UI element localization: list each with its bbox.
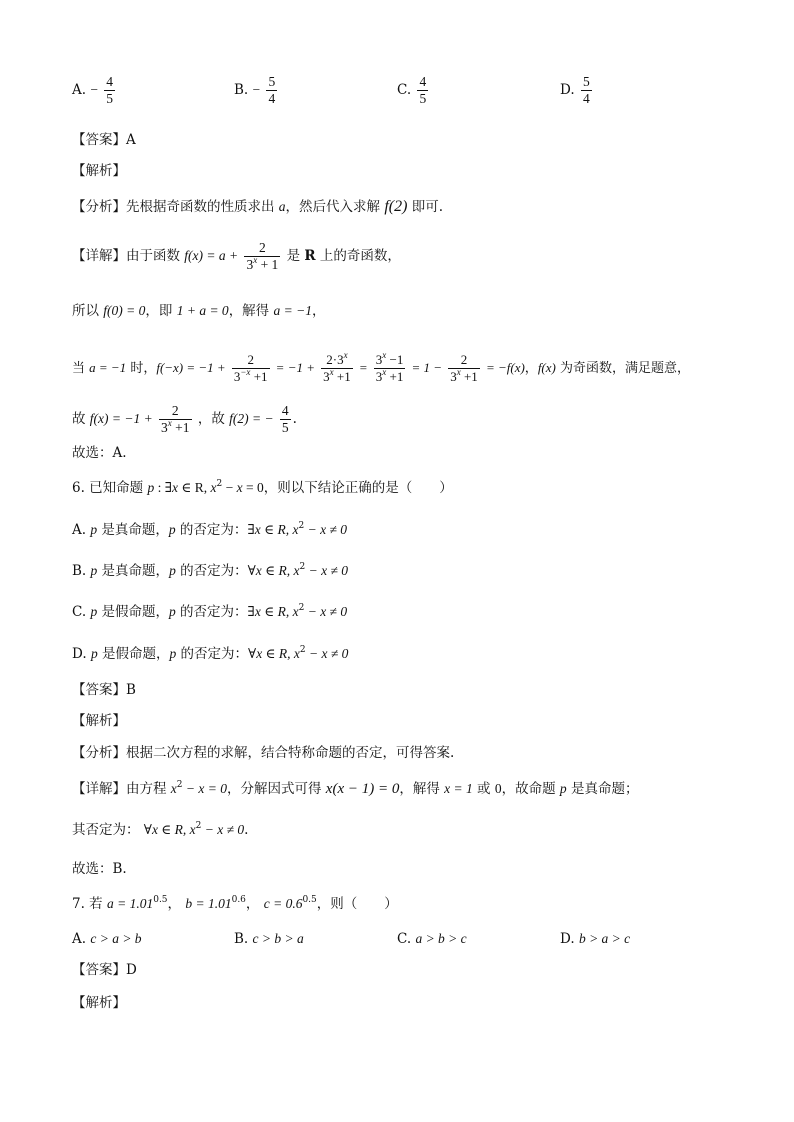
math: a > b > c — [415, 931, 467, 946]
text: 根据二次方程的求解，结合特称命题的否定，可得答案. — [126, 745, 455, 761]
math: a = 1.01 — [106, 896, 154, 911]
text: + 1 — [257, 257, 279, 272]
text: 故 — [72, 411, 90, 427]
q5-xiangjie-line-4 — [72, 403, 297, 436]
math: x — [236, 480, 243, 495]
exponent: x — [167, 418, 172, 428]
sign: − — [90, 82, 98, 97]
q7-option-b — [234, 931, 304, 947]
q6-option-c — [72, 602, 347, 622]
text: ， — [311, 303, 326, 319]
math: p — [168, 522, 176, 537]
numerator: 5 — [582, 74, 590, 89]
text: ，则（ ） — [316, 896, 398, 912]
text: ， — [524, 361, 538, 376]
q6-option-d — [72, 644, 348, 664]
exponent: x — [456, 367, 461, 377]
answer-tag: 【答案】 — [72, 682, 126, 698]
answer-tag: 【答案】 — [72, 962, 126, 978]
exponent: −x — [240, 367, 251, 377]
q6-choose — [72, 859, 127, 879]
math: = — [358, 360, 368, 375]
q5-option-c — [397, 74, 430, 107]
analysis-tag: 【解析】 — [72, 995, 126, 1011]
text: 3 — [246, 257, 254, 272]
text: 2·3 — [326, 352, 344, 367]
math: b > a > c — [578, 931, 631, 946]
numerator: 2 — [159, 403, 192, 420]
xiangjie-tag: 【详解】 — [72, 248, 126, 264]
fraction — [104, 74, 115, 107]
denominator: $3^{-x} +1$ — [233, 367, 268, 384]
math: x = 1 — [444, 781, 473, 796]
q7-answer — [72, 960, 137, 980]
denominator: $3^x +1$ — [450, 367, 478, 384]
numerator: 4 — [106, 74, 114, 89]
text: 由于函数 — [126, 248, 185, 264]
exponent: x — [253, 255, 258, 265]
q5-option-b — [234, 74, 279, 107]
exponent: 0.5 — [302, 895, 317, 905]
q5-fenxi — [72, 197, 443, 217]
math: c > b > a — [252, 931, 304, 946]
text: 是真命题， — [97, 563, 170, 579]
q5-analysis-tag — [72, 161, 126, 181]
q6-xiangjie — [72, 779, 638, 799]
math: f(x) = a + — [184, 248, 239, 263]
q5-option-a — [72, 74, 117, 107]
text: 3 — [375, 352, 383, 367]
math: − x ≠ 0 — [304, 604, 348, 619]
text: . — [244, 822, 249, 838]
text: 3 — [161, 420, 168, 435]
q6-stem — [72, 478, 453, 498]
math: f(2) = − — [229, 411, 274, 426]
option-label: B. — [234, 931, 249, 947]
text: ，解得 — [399, 781, 445, 797]
text: 是真命题， — [97, 522, 169, 538]
text: −1 — [386, 352, 404, 367]
math: p — [168, 604, 176, 619]
denominator: 4 — [582, 91, 590, 106]
text: 由方程 — [126, 781, 171, 797]
math: a = −1 — [89, 360, 127, 375]
math: = 0 — [242, 480, 264, 495]
q5-option-d — [560, 74, 594, 107]
fraction — [266, 74, 277, 107]
option-label: C. — [72, 604, 87, 620]
exponent: x — [343, 350, 348, 360]
math: = 1 − — [411, 360, 443, 375]
fraction — [374, 352, 406, 385]
q5-xiangjie-line-1 — [72, 240, 401, 273]
text: 即可. — [407, 199, 444, 215]
math: x(x − 1) = 0 — [325, 781, 400, 797]
math: b = 1.01 — [185, 896, 232, 911]
numerator: 2 — [232, 352, 270, 369]
math: x — [170, 781, 177, 796]
analysis-tag: 【解析】 — [72, 713, 126, 729]
fraction — [244, 240, 280, 273]
math: ∀ — [247, 563, 256, 578]
exponent: 2 — [299, 562, 306, 572]
math: p — [169, 563, 176, 578]
math: p — [90, 604, 98, 619]
text: ，分解因式可得 — [227, 781, 326, 797]
math: ∃ — [247, 522, 255, 537]
numerator — [374, 352, 406, 369]
math: ∀ — [248, 646, 257, 661]
text: 是 — [286, 248, 305, 264]
text: 其否定为： — [72, 822, 144, 838]
text: 故选：A. — [72, 445, 127, 461]
exponent: x — [382, 350, 387, 360]
denominator: $3^x +1$ — [161, 418, 190, 435]
xiangjie-tag: 【详解】 — [72, 781, 126, 797]
math: ∀x ∈ R, x — [143, 822, 196, 837]
math: x — [172, 480, 179, 495]
q5-xiangjie-line-2 — [72, 301, 325, 321]
math: 1 + a = 0 — [176, 303, 229, 318]
text: 所以 — [72, 303, 104, 319]
math: a — [278, 199, 286, 214]
math: f(2) — [384, 198, 408, 215]
exponent: 0.6 — [231, 895, 246, 905]
option-label: A. — [72, 931, 87, 947]
text: 是假命题， — [97, 604, 169, 620]
denominator — [244, 257, 280, 273]
denominator: 5 — [106, 91, 114, 106]
answer-value: D — [126, 962, 137, 978]
answer-tag: 【答案】 — [72, 132, 126, 148]
math: f(0) = 0 — [103, 303, 146, 318]
fraction — [159, 403, 192, 436]
text: 先根据奇函数的性质求出 — [126, 199, 279, 215]
math: x ∈ R, x — [256, 646, 300, 661]
fraction — [321, 352, 353, 385]
q6-fenxi — [72, 743, 454, 763]
text: ，则以下结论正确的是（ ） — [263, 480, 453, 496]
numerator — [321, 352, 353, 369]
denominator: 5 — [281, 420, 289, 435]
numerator: 4 — [419, 74, 427, 89]
sign: − — [252, 82, 261, 97]
option-label: D. — [72, 646, 87, 662]
text: 是假命题， — [97, 646, 170, 662]
numerator: 5 — [268, 74, 276, 89]
fraction — [280, 403, 291, 436]
answer-value: A — [126, 132, 136, 148]
analysis-tag: 【解析】 — [72, 163, 126, 179]
numerator: 2 — [244, 240, 280, 257]
text: 3 — [450, 369, 457, 384]
numerator: 2 — [448, 352, 480, 369]
text: . — [292, 411, 297, 427]
fenxi-tag: 【分析】 — [72, 199, 126, 215]
math: x — [210, 480, 217, 495]
text: 当 — [72, 361, 90, 376]
math: x ∈ R, x — [255, 563, 300, 578]
math: f(x) — [537, 360, 556, 375]
option-label: B. — [234, 82, 249, 98]
math: = −f(x) — [485, 360, 525, 375]
fenxi-tag: 【分析】 — [72, 745, 126, 761]
text: 或 — [472, 781, 495, 797]
q5-answer — [72, 130, 136, 150]
text: ，故 — [197, 411, 230, 427]
text: ，故命题 — [501, 781, 560, 797]
text: 的否定为： — [175, 604, 248, 620]
math: p — [147, 480, 155, 495]
q5-choose — [72, 443, 127, 463]
math: − x ≠ 0 — [201, 822, 245, 837]
math: ∈ R, — [178, 480, 211, 495]
option-label: D. — [560, 82, 575, 98]
text: 的否定为： — [175, 522, 248, 538]
math: c = 0.6 — [263, 896, 303, 911]
denominator: 5 — [419, 91, 427, 106]
answer-value: B — [126, 682, 136, 698]
option-label: C. — [397, 82, 412, 98]
math: : ∃ — [154, 480, 173, 495]
option-label: A. — [72, 522, 87, 538]
option-label: A. — [72, 82, 87, 98]
text: 3 — [375, 369, 383, 384]
text: 时， — [126, 361, 157, 376]
fraction — [448, 352, 480, 385]
text: 的否定为： — [176, 646, 249, 662]
math: p — [90, 563, 98, 578]
text: 3 — [233, 369, 241, 384]
denominator: $3^x +1$ — [375, 367, 404, 384]
math: 0 — [494, 781, 502, 796]
text: 故选：B. — [72, 861, 127, 877]
exponent: 2 — [298, 521, 305, 531]
math: − x ≠ 0 — [305, 563, 348, 578]
exponent: 2 — [216, 479, 223, 489]
text: ，即 — [145, 303, 177, 319]
q7-analysis-tag — [72, 993, 126, 1013]
exponent: x — [329, 367, 334, 377]
math: − — [222, 480, 237, 495]
exponent: x — [382, 367, 387, 377]
denominator: $3^x +1$ — [323, 367, 351, 384]
option-label: B. — [72, 563, 87, 579]
numerator: 4 — [281, 403, 289, 418]
exponent: 2 — [176, 780, 183, 790]
text: 的否定为： — [175, 563, 248, 579]
math: a = −1 — [273, 303, 312, 318]
text: 6. 已知命题 — [72, 480, 148, 496]
math: x ∈ R, x — [254, 604, 299, 619]
math: p — [90, 646, 98, 661]
math: x ∈ R, x — [254, 522, 299, 537]
denominator: 4 — [268, 91, 276, 106]
math: − x = 0 — [182, 781, 227, 796]
exponent: 2 — [299, 645, 306, 655]
text: ，然后代入求解 — [285, 199, 385, 215]
math: f(−x) = −1 + — [156, 360, 226, 375]
math: p — [169, 646, 177, 661]
math: ∃ — [247, 604, 255, 619]
q7-option-a — [72, 931, 142, 947]
option-label: D. — [560, 931, 575, 947]
math: − x ≠ 0 — [305, 646, 349, 661]
math: − x ≠ 0 — [304, 522, 347, 537]
text: 3 — [323, 369, 330, 384]
exponent: 0.5 — [153, 895, 168, 905]
text: 是真命题； — [566, 781, 639, 797]
exponent: 2 — [298, 603, 305, 613]
q7-option-c — [397, 931, 467, 947]
bold-r: R — [304, 248, 316, 264]
math: = −1 + — [275, 360, 315, 375]
q5-xiangjie-line-3 — [72, 352, 690, 385]
text: ， — [167, 896, 186, 912]
math: f(x) = −1 + — [89, 411, 153, 426]
fraction — [417, 74, 428, 107]
text: 为奇函数，满足题意， — [555, 361, 690, 376]
text: ， — [245, 896, 264, 912]
q6-analysis-tag — [72, 711, 126, 731]
q6-option-a — [72, 520, 347, 540]
option-label: C. — [397, 931, 412, 947]
fraction — [581, 74, 592, 107]
exponent: 2 — [195, 821, 202, 831]
math: p — [90, 522, 98, 537]
q6-negation — [72, 820, 248, 840]
q6-option-b — [72, 561, 348, 581]
text: 上的奇函数， — [315, 248, 401, 264]
math: p — [559, 781, 567, 796]
text: ，解得 — [228, 303, 274, 319]
math: c > a > b — [90, 931, 142, 946]
fraction — [232, 352, 270, 385]
q7-option-d — [560, 931, 630, 947]
q7-stem — [72, 894, 398, 914]
text: 7. 若 — [72, 896, 107, 912]
q6-answer — [72, 680, 136, 700]
